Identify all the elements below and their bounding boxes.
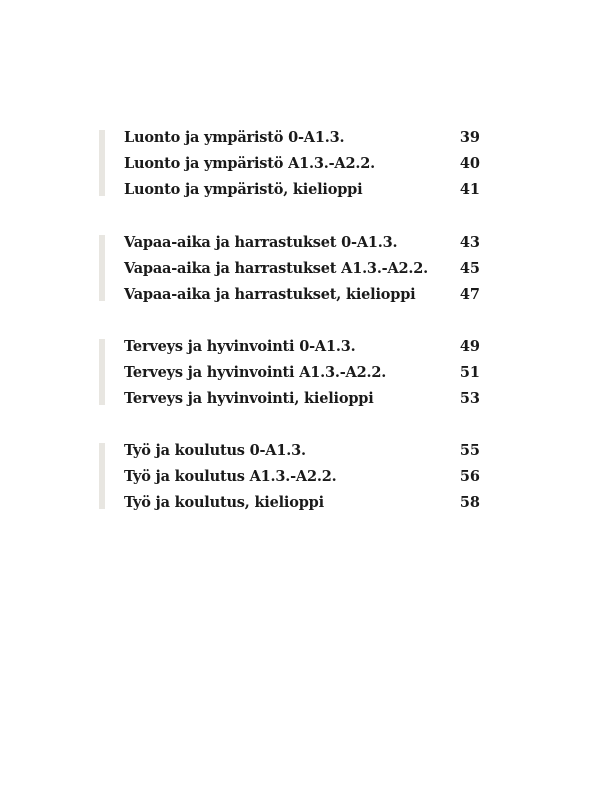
- toc-entry[interactable]: [124, 154, 480, 178]
- toc-entry[interactable]: [124, 285, 480, 309]
- toc-group-vapaa-aika: [0, 233, 600, 313]
- toc-group-luonto: [0, 128, 600, 208]
- toc-entry-title: Työ ja koulutus 0-A1.3.: [124, 442, 306, 459]
- toc-entry-page-number: 49: [459, 338, 480, 355]
- group-accent-bar: [99, 235, 105, 301]
- group-accent-bar: [99, 339, 105, 405]
- toc-entry-title: Terveys ja hyvinvointi, kielioppi: [124, 390, 374, 407]
- toc-entry-page-number: 56: [459, 468, 480, 485]
- toc-entry-page-number: 39: [459, 129, 480, 146]
- group-accent-bar: [99, 443, 105, 509]
- group-accent-bar: [99, 130, 105, 196]
- toc-entry[interactable]: [124, 389, 480, 413]
- toc-entry-title: Työ ja koulutus A1.3.-A2.2.: [124, 468, 337, 485]
- toc-entry[interactable]: [124, 128, 480, 152]
- toc-group-tyo: [0, 441, 600, 521]
- toc-entry-title: Luonto ja ympäristö A1.3.-A2.2.: [124, 155, 375, 172]
- toc-entry-page-number: 47: [459, 286, 480, 303]
- toc-entry-page-number: 55: [459, 442, 480, 459]
- toc-entry[interactable]: [124, 233, 480, 257]
- toc-entry-title: Vapaa-aika ja harrastukset, kielioppi: [124, 286, 416, 303]
- toc-entry-page-number: 43: [459, 234, 480, 251]
- toc-entry[interactable]: [124, 441, 480, 465]
- toc-entry[interactable]: [124, 259, 480, 283]
- toc-entry-title: Vapaa-aika ja harrastukset A1.3.-A2.2.: [124, 260, 429, 277]
- toc-entry[interactable]: [124, 467, 480, 491]
- toc-entry-title: Luonto ja ympäristö, kielioppi: [124, 181, 363, 198]
- toc-entry-title: Terveys ja hyvinvointi 0-A1.3.: [124, 338, 356, 355]
- toc-entry-page-number: 53: [459, 390, 480, 407]
- toc-entry-page-number: 41: [459, 181, 480, 198]
- toc-entry-title: Vapaa-aika ja harrastukset 0-A1.3.: [124, 234, 398, 251]
- toc-entry-page-number: 51: [459, 364, 480, 381]
- toc-entry-title: Terveys ja hyvinvointi A1.3.-A2.2.: [124, 364, 387, 381]
- toc-entry[interactable]: [124, 493, 480, 517]
- toc-entry-page-number: 58: [459, 494, 480, 511]
- toc-entry-page-number: 40: [459, 155, 480, 172]
- toc-entry[interactable]: [124, 180, 480, 204]
- toc-entry-title: Luonto ja ympäristö 0-A1.3.: [124, 129, 345, 146]
- toc-entry-page-number: 45: [459, 260, 480, 277]
- toc-entry-title: Työ ja koulutus, kielioppi: [124, 494, 324, 511]
- toc-entry[interactable]: [124, 337, 480, 361]
- toc-entry[interactable]: [124, 363, 480, 387]
- toc-group-terveys: [0, 337, 600, 417]
